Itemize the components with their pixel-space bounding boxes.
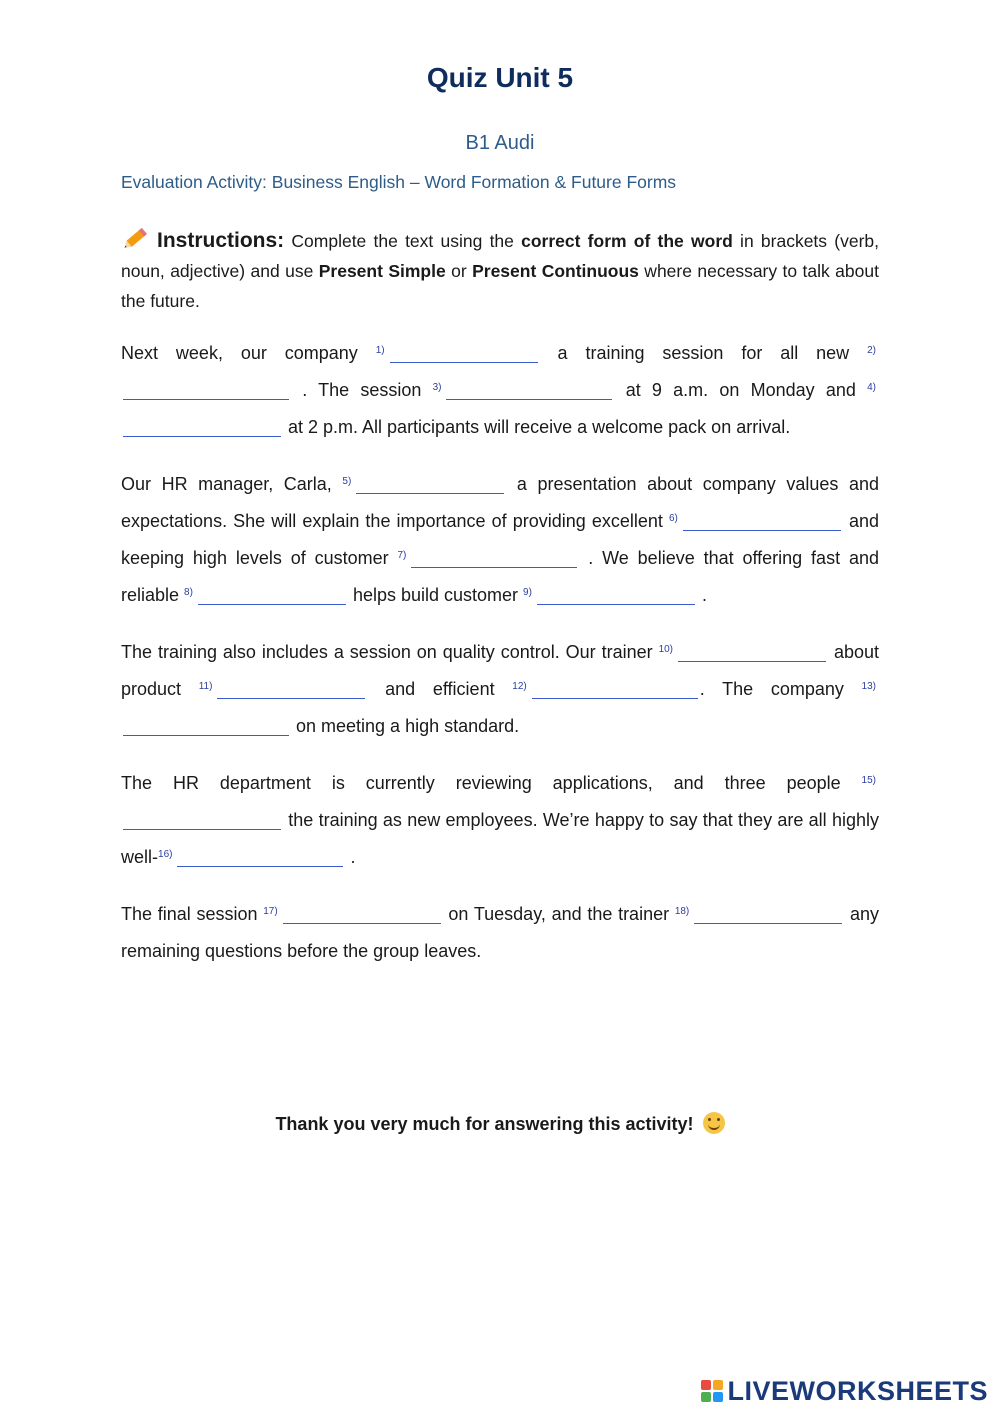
gap-number: 11): [198, 681, 213, 692]
instructions-bold: Present Continuous: [472, 261, 639, 281]
text: Our HR manager, Carla,: [121, 474, 343, 494]
text: helps build customer: [347, 585, 524, 605]
gap-number: 7): [397, 550, 407, 561]
instructions-text: Complete the text using the: [284, 231, 522, 251]
text: the training as new employees. We’re happy to say that they are all highly well-: [121, 810, 879, 867]
text: Next week, our company: [121, 343, 376, 363]
gap-number: 3): [432, 382, 442, 393]
paragraph-1: [121, 335, 879, 446]
gap-number: 4): [867, 382, 876, 393]
text: .: [345, 847, 356, 867]
gap-number: 6): [668, 513, 678, 524]
thank-you-message: [0, 1112, 1000, 1135]
logo-square: [701, 1380, 711, 1390]
text: at 2 p.m. All participants will receive a welcome pack on arrival.: [283, 417, 791, 437]
gap-number: 9): [523, 587, 532, 598]
text: any remaining questions before the group leaves.: [121, 904, 880, 961]
blank-13[interactable]: [123, 715, 289, 736]
paragraph-4: [121, 765, 879, 876]
instructions-bold: Present Simple: [318, 261, 446, 281]
gap-number: 17): [263, 906, 278, 917]
text: . The session: [291, 380, 433, 400]
blank-18[interactable]: [694, 903, 842, 924]
blank-10[interactable]: [678, 641, 826, 662]
logo-square: [713, 1380, 723, 1390]
instructions: [121, 226, 879, 316]
blank-5[interactable]: [356, 473, 504, 494]
gap-number: 13): [861, 681, 876, 692]
gap-number: 10): [658, 644, 674, 655]
logo-text: LIVEWORKSHEETS: [727, 1375, 988, 1406]
text: a presentation about company values and expectations. She will explain the importance of providing excellent: [121, 474, 879, 531]
blank-11[interactable]: [217, 678, 365, 699]
logo-square: [701, 1392, 711, 1402]
thank-you-text: Thank you very much for answering this activity!: [275, 1114, 694, 1134]
class-name: B1 Audi: [465, 132, 535, 154]
text: about product: [121, 642, 879, 699]
blank-2[interactable]: [123, 379, 289, 400]
blank-15[interactable]: [123, 809, 281, 830]
gap-number: 18): [674, 906, 690, 917]
paragraph-5: [121, 896, 879, 970]
gap-number: 12): [512, 681, 527, 692]
blank-9[interactable]: [537, 584, 695, 605]
paragraph-3: [121, 634, 879, 745]
instructions-label: Instructions:: [157, 229, 285, 252]
smiley-icon: [703, 1112, 725, 1134]
blank-1[interactable]: [390, 342, 538, 363]
blank-6[interactable]: [683, 510, 841, 531]
activity-title: Evaluation Activity: Business English – Word Formation & Future Forms: [121, 172, 677, 192]
text: .: [696, 585, 707, 605]
paragraph-2: [121, 466, 879, 614]
gap-number: 2): [867, 345, 876, 356]
blank-8[interactable]: [198, 584, 346, 605]
text: a training session for all new: [539, 343, 868, 363]
blank-4[interactable]: [123, 416, 281, 437]
logo-square: [713, 1392, 723, 1402]
blank-7[interactable]: [411, 547, 577, 568]
pencil-icon: [121, 226, 151, 250]
text: at 9 a.m. on Monday and: [614, 380, 868, 400]
logo-grid-icon: [701, 1380, 723, 1402]
gap-number: 5): [342, 476, 352, 487]
gap-number: 1): [375, 345, 385, 356]
page-title: Quiz Unit 5: [426, 62, 574, 93]
text: and efficient: [367, 679, 513, 699]
text: The final session: [121, 904, 264, 924]
gap-number: 8): [184, 587, 193, 598]
instructions-text: where necessary to talk about the future.: [121, 261, 879, 311]
text: . The company: [699, 679, 862, 699]
instructions-text: or: [445, 261, 473, 281]
text: and keeping high levels of customer: [121, 511, 879, 568]
blank-17[interactable]: [283, 903, 441, 924]
instructions-bold: correct form of the word: [521, 231, 733, 251]
liveworksheets-logo[interactable]: [701, 1376, 988, 1406]
gap-number: 15): [861, 775, 876, 786]
text: on meeting a high standard.: [291, 716, 520, 736]
blank-3[interactable]: [446, 379, 612, 400]
text: The HR department is currently reviewing applications, and three people: [121, 773, 862, 793]
text: on Tuesday, and the trainer: [442, 904, 675, 924]
instructions-text: in brackets (verb, noun, adjective) and use: [121, 231, 879, 281]
blank-16[interactable]: [177, 846, 343, 867]
gap-number: 16): [158, 849, 173, 860]
text: . We believe that offering fast and reliable: [121, 548, 879, 605]
blank-12[interactable]: [532, 678, 698, 699]
text: The training also includes a session on quality control. Our trainer: [121, 642, 659, 662]
